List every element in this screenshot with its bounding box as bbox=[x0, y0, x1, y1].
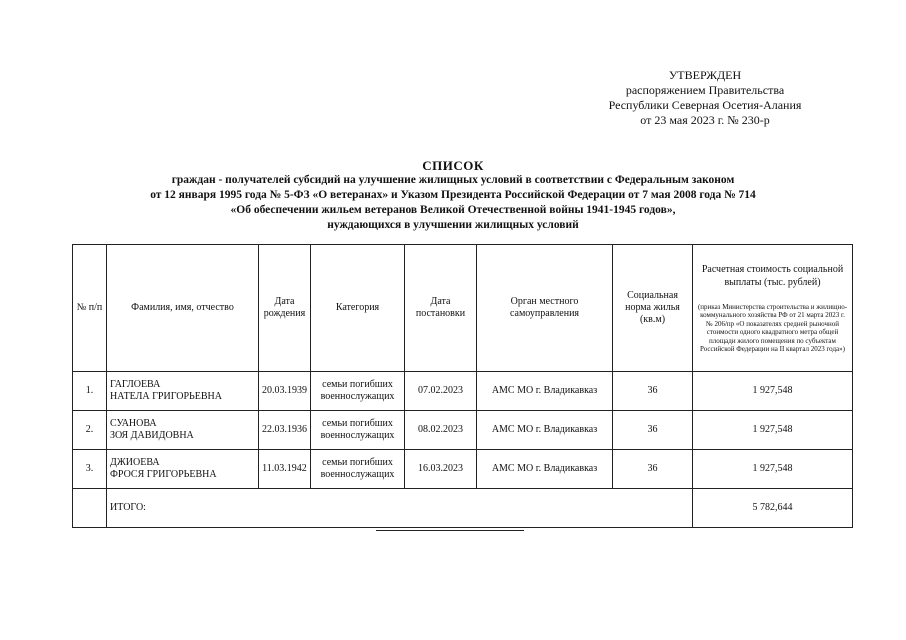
table-header-row bbox=[73, 245, 853, 372]
header-authority: Орган местного самоуправления bbox=[477, 245, 613, 372]
title-line-3: «Об обеспечении жильем ветеранов Великой Отечественной войны 1941-1945 годов», bbox=[230, 204, 676, 216]
header-reg-date: Дата постановки bbox=[405, 245, 477, 372]
header-num: № п/п bbox=[73, 245, 107, 372]
row-authority: АМС МО г. Владикавказ bbox=[477, 372, 613, 411]
row-birth: 22.03.1936 bbox=[259, 411, 311, 450]
approval-stamp bbox=[580, 68, 830, 128]
total-num-cell bbox=[73, 489, 107, 528]
row-birth: 20.03.1939 bbox=[259, 372, 311, 411]
row-reg-date: 07.02.2023 bbox=[405, 372, 477, 411]
header-birth: Дата рождения bbox=[259, 245, 311, 372]
total-row bbox=[73, 489, 853, 528]
closing-line bbox=[376, 530, 524, 531]
header-cost bbox=[693, 245, 853, 372]
row-name bbox=[107, 450, 259, 489]
table-row bbox=[73, 372, 853, 411]
row-num: 3. bbox=[73, 450, 107, 489]
document-heading: СПИСОК bbox=[422, 158, 484, 173]
row-name bbox=[107, 411, 259, 450]
row-name bbox=[107, 372, 259, 411]
approval-title: УТВЕРЖДЕН bbox=[668, 68, 742, 82]
approval-line-date: от 23 мая 2023 г. № 230-р bbox=[640, 113, 770, 127]
row-authority: АМС МО г. Владикавказ bbox=[477, 450, 613, 489]
approval-line-republic: Республики Северная Осетия-Алания bbox=[608, 98, 802, 112]
title-line-2: от 12 января 1995 года № 5-ФЗ «О ветеранах» и Указом Президента Российской Федерации от 7 мая 2008 года № 714 bbox=[150, 189, 756, 201]
document-title bbox=[40, 158, 866, 233]
title-line-1: граждан - получателей субсидий на улучшение жилищных условий в соответствии с Федеральным законом bbox=[171, 174, 735, 186]
table-row bbox=[73, 450, 853, 489]
row-category: семьи погибших военнослужащих bbox=[311, 450, 405, 489]
total-label: ИТОГО: bbox=[107, 489, 693, 528]
row-given-name: ЗОЯ ДАВИДОВНА bbox=[110, 430, 194, 441]
row-birth: 11.03.1942 bbox=[259, 450, 311, 489]
row-num: 2. bbox=[73, 411, 107, 450]
row-surname: ГАГЛОЕВА bbox=[110, 379, 161, 390]
row-given-name: НАТЕЛА ГРИГОРЬЕВНА bbox=[110, 391, 222, 402]
row-num: 1. bbox=[73, 372, 107, 411]
row-given-name: ФРОСЯ ГРИГОРЬЕВНА bbox=[110, 469, 217, 480]
row-norm: 36 bbox=[613, 450, 693, 489]
approval-line-order: распоряжением Правительства bbox=[625, 83, 785, 97]
recipients-table bbox=[72, 244, 853, 528]
header-cost-main: Расчетная стоимость социальной выплаты (тыс. рублей) bbox=[701, 263, 844, 288]
row-surname: ДЖИОЕВА bbox=[110, 457, 160, 468]
total-value: 5 782,644 bbox=[693, 489, 853, 528]
header-category: Категория bbox=[311, 245, 405, 372]
header-norm: Социальная норма жилья (кв.м) bbox=[613, 245, 693, 372]
row-cost: 1 927,548 bbox=[693, 450, 853, 489]
header-cost-note: (приказ Министерства строительства и жилищно-коммунального хозяйства РФ от 21 марта 2023 г. № 206/пр «О показателях средней рыночной стоимости одного квадратного метра общей площади жилого помещения по субъектам Российской Федерации на II квартал 2023 года») bbox=[697, 302, 848, 353]
row-cost: 1 927,548 bbox=[693, 411, 853, 450]
row-reg-date: 08.02.2023 bbox=[405, 411, 477, 450]
row-cost: 1 927,548 bbox=[693, 372, 853, 411]
row-surname: СУАНОВА bbox=[110, 418, 157, 429]
row-category: семьи погибших военнослужащих bbox=[311, 411, 405, 450]
row-norm: 36 bbox=[613, 372, 693, 411]
table-row bbox=[73, 411, 853, 450]
header-name: Фамилия, имя, отчество bbox=[107, 245, 259, 372]
row-authority: АМС МО г. Владикавказ bbox=[477, 411, 613, 450]
row-norm: 36 bbox=[613, 411, 693, 450]
row-category: семьи погибших военнослужащих bbox=[311, 372, 405, 411]
row-reg-date: 16.03.2023 bbox=[405, 450, 477, 489]
title-line-4: нуждающихся в улучшении жилищных условий bbox=[327, 219, 579, 231]
